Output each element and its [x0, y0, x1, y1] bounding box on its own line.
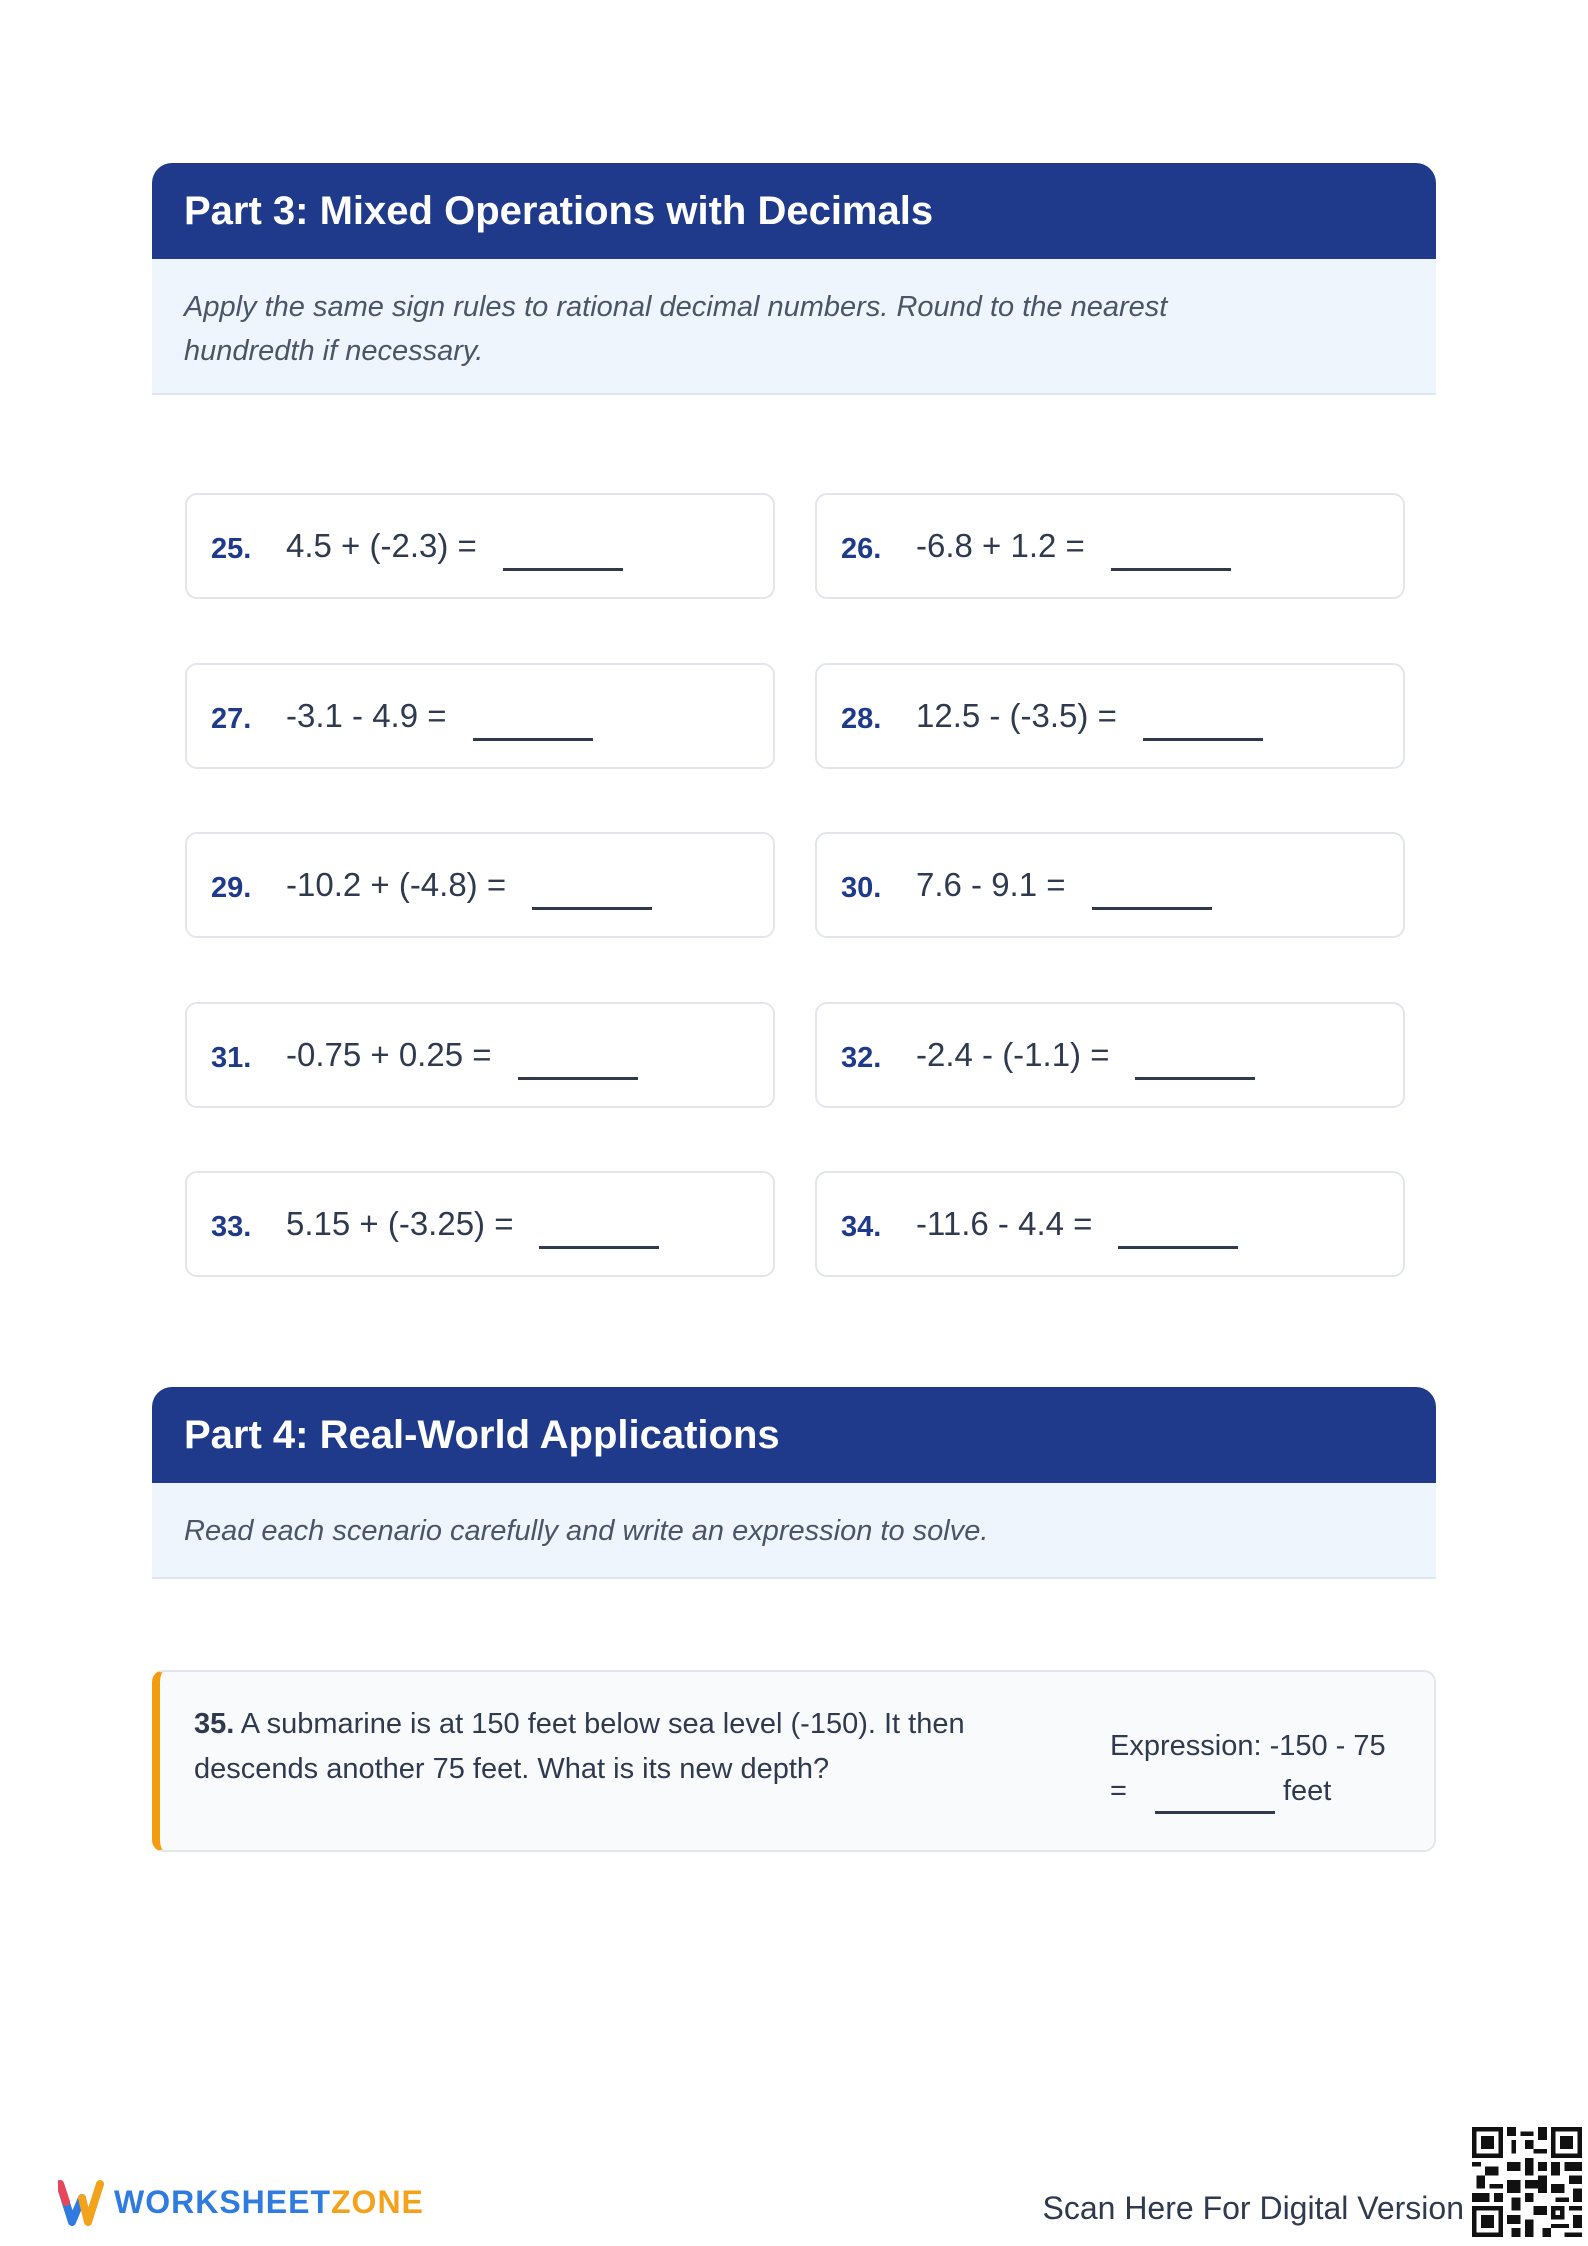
problem-number: 27.: [211, 702, 252, 735]
problem-31: [185, 1002, 775, 1108]
answer-blank[interactable]: [532, 861, 652, 910]
problem-number: 30.: [841, 871, 882, 904]
part4-instructions: Read each scenario carefully and write an expression to solve.: [152, 1483, 1436, 1579]
problem-number: 26.: [841, 532, 882, 565]
problem-expression: 4.5 + (-2.3) =: [286, 527, 477, 564]
answer-blank[interactable]: [1118, 1200, 1238, 1249]
problem-28: [815, 663, 1405, 769]
problem-number: 29.: [211, 871, 252, 904]
problem-expression: -0.75 + 0.25 =: [286, 1036, 492, 1073]
problem-number: 25.: [211, 532, 252, 565]
problem-expression: -3.1 - 4.9 =: [286, 697, 447, 734]
problem-29: [185, 832, 775, 938]
problem-number: 34.: [841, 1210, 882, 1243]
problem-expression: -2.4 - (-1.1) =: [916, 1036, 1110, 1073]
problem-expression: -6.8 + 1.2 =: [916, 527, 1085, 564]
part3-title: Part 3: Mixed Operations with Decimals: [152, 163, 1436, 259]
brand-part1: WORKSHEET: [114, 2183, 331, 2220]
word-problem-text: [194, 1702, 1054, 1792]
answer-blank[interactable]: [503, 522, 623, 571]
problem-number: 32.: [841, 1041, 882, 1074]
problem-expression: 12.5 - (-3.5) =: [916, 697, 1117, 734]
answer-blank[interactable]: [1092, 861, 1212, 910]
unit-label: feet: [1282, 1775, 1332, 1807]
problem-27: [185, 663, 775, 769]
answer-blank[interactable]: [1143, 692, 1263, 741]
answer-blank[interactable]: [1111, 522, 1231, 571]
qr-code-icon[interactable]: [1472, 2127, 1582, 2237]
problem-number: 31.: [211, 1041, 252, 1074]
scan-text: Scan Here For Digital Version: [1042, 2190, 1464, 2226]
answer-blank[interactable]: [539, 1200, 659, 1249]
problem-expression: 5.15 + (-3.25) =: [286, 1205, 514, 1242]
expression-area: [1110, 1724, 1420, 1814]
answer-blank[interactable]: [1155, 1779, 1275, 1814]
equals-sign: =: [1110, 1775, 1127, 1807]
problem-25: [185, 493, 775, 599]
word-problem-35: [152, 1670, 1436, 1852]
brand-name: [114, 2184, 424, 2221]
problem-32: [815, 1002, 1405, 1108]
brand-part2: ZONE: [331, 2183, 424, 2220]
problem-number: 28.: [841, 702, 882, 735]
problem-26: [815, 493, 1405, 599]
part4-section: [152, 1387, 1436, 1579]
problem-33: [185, 1171, 775, 1277]
part3-instructions: Apply the same sign rules to rational decimal numbers. Round to the nearest hundredth if necessary.: [152, 259, 1436, 395]
problem-expression: -10.2 + (-4.8) =: [286, 866, 507, 903]
worksheetzone-logo: [58, 2178, 424, 2226]
problem-30: [815, 832, 1405, 938]
logo-icon: [58, 2178, 104, 2226]
problem-expression: 7.6 - 9.1 =: [916, 866, 1066, 903]
word-problem-number: 35.: [194, 1708, 235, 1740]
answer-blank[interactable]: [473, 692, 593, 741]
word-problem-question: A submarine is at 150 feet below sea level (-150). It then descends another 75 feet. What is its new depth?: [194, 1708, 965, 1785]
answer-blank[interactable]: [1135, 1031, 1255, 1080]
part4-title: Part 4: Real-World Applications: [152, 1387, 1436, 1483]
answer-blank[interactable]: [518, 1031, 638, 1080]
problem-expression: -11.6 - 4.4 =: [916, 1205, 1093, 1242]
problem-number: 33.: [211, 1210, 252, 1243]
expression-label: Expression: -150 - 75: [1110, 1730, 1386, 1762]
problem-34: [815, 1171, 1405, 1277]
part3-section: [152, 163, 1436, 395]
